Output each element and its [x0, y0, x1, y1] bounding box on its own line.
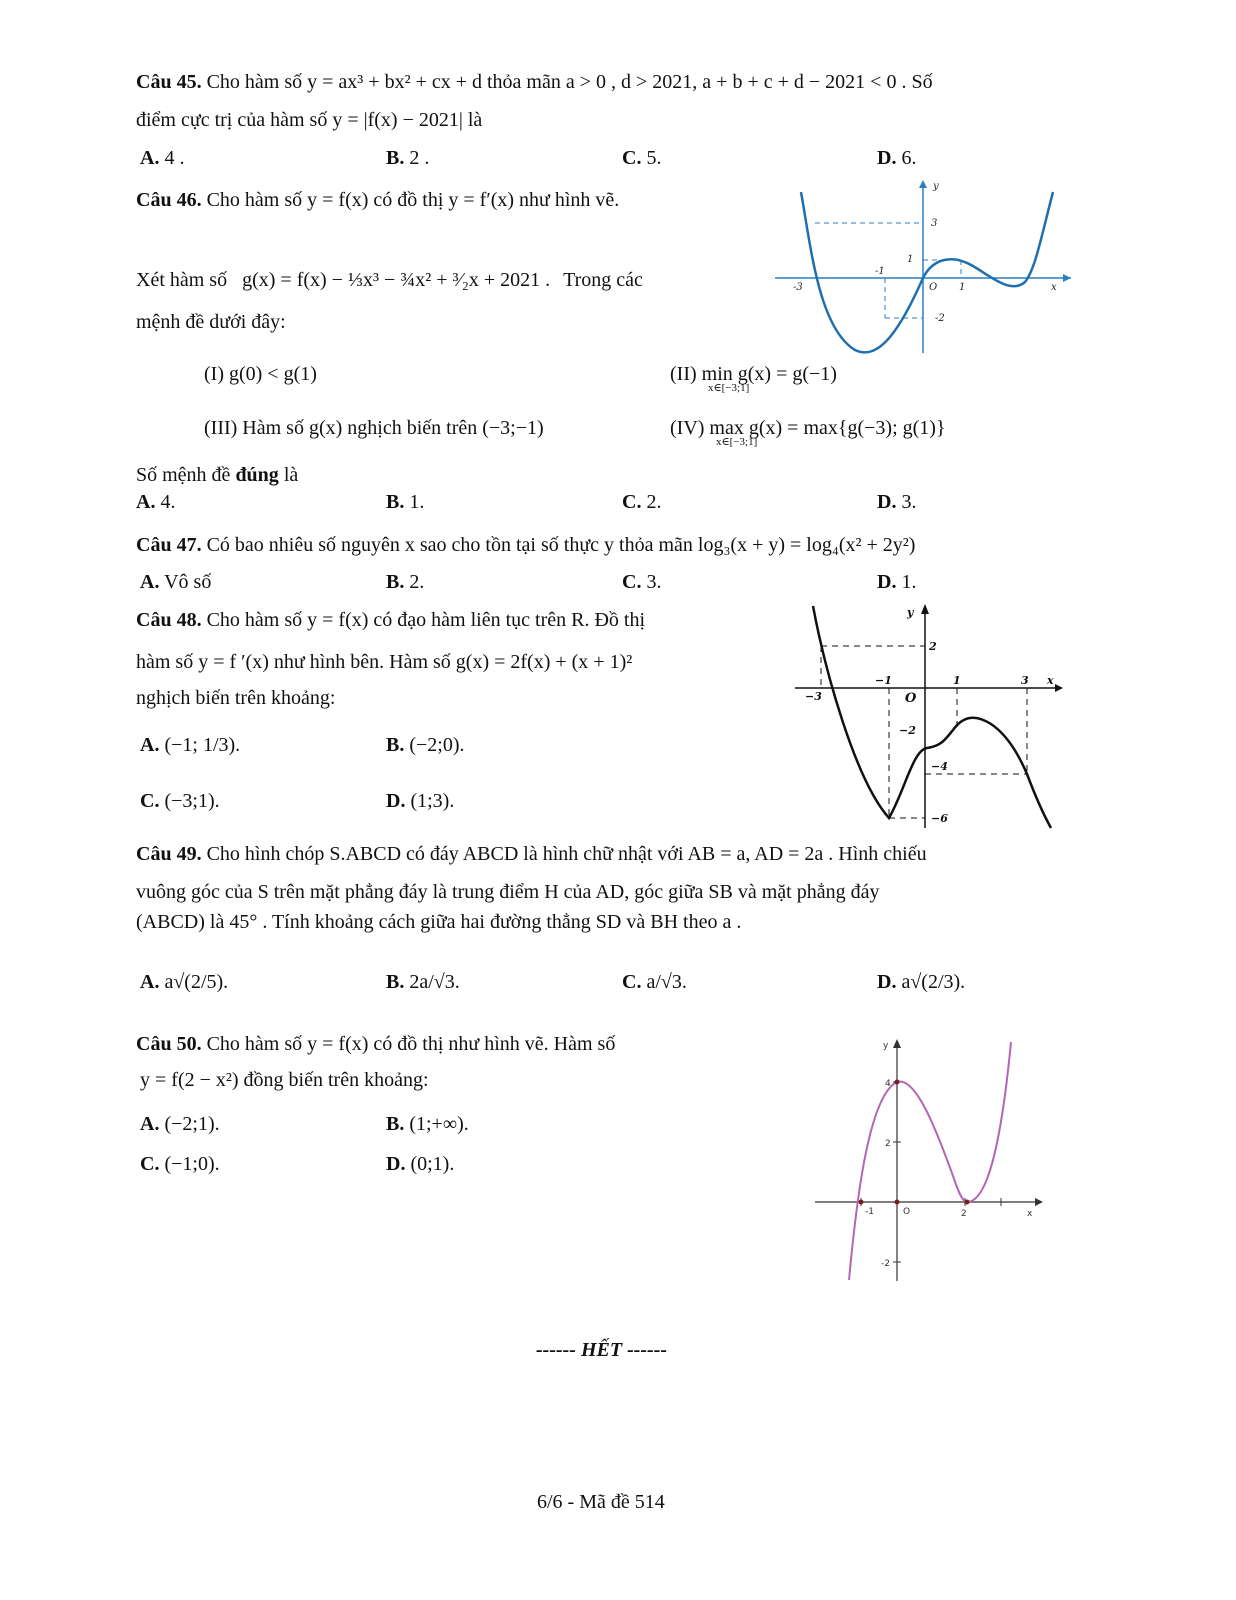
q46-statement-1: (I) g(0) < g(1): [204, 363, 317, 385]
q46-option-d[interactable]: D. 3.: [877, 491, 917, 513]
q47-number: Câu 47.: [136, 534, 202, 556]
q48-line2: hàm số y = f ′(x) như hình bên. Hàm số g(x) = 2f(x) + (x + 1)²: [136, 651, 633, 673]
q46-tick-m2: -2: [935, 313, 945, 324]
q50-line2: y = f(2 − x²) đồng biến trên khoảng:: [140, 1069, 429, 1091]
q50-option-d[interactable]: D. (0;1).: [386, 1153, 455, 1175]
q48-option-b[interactable]: B. (−2;0).: [386, 734, 465, 756]
q50-number: Câu 50.: [136, 1033, 202, 1055]
q46-option-a[interactable]: A. 4.: [136, 491, 176, 513]
q50-graph: [815, 1036, 1050, 1286]
q48-graph: [795, 600, 1065, 830]
q46-x-arrow: [1063, 274, 1071, 282]
q47-text-line1: Có bao nhiêu số nguyên x sao cho tồn tại số thực y thỏa mãn log₃(x + y) = log₄(x² + 2y²): [206, 534, 916, 556]
q47-option-d[interactable]: D. 1.: [877, 571, 917, 593]
q45-number: Câu 45.: [136, 71, 202, 93]
q48-tick-m1: −1: [875, 674, 892, 687]
q48-line1: [136, 608, 645, 632]
q45-option-d[interactable]: D. 6.: [877, 147, 917, 169]
q46-tick-m3: -3: [793, 282, 803, 293]
q50-point-min: [965, 1200, 970, 1205]
q50-point-max: [895, 1080, 900, 1085]
q49-option-c[interactable]: C. a/√3.: [622, 971, 687, 993]
q49-number: Câu 49.: [136, 843, 202, 865]
q50-tick-2: 2: [885, 1139, 891, 1149]
q50-x-arrow: [1035, 1198, 1043, 1206]
q48-option-d[interactable]: D. (1;3).: [386, 790, 455, 812]
q46-statement-4: (IV) max g(x) = max{g(−3); g(1)} x∈[−3;1]: [670, 417, 946, 448]
q50-tick-4: 4: [885, 1079, 891, 1089]
q49-line3: (ABCD) là 45° . Tính khoảng cách giữa hai đường thẳng SD và BH theo a .: [136, 911, 742, 933]
q46-label-x: x: [1051, 282, 1057, 293]
q48-label-y: y: [907, 606, 914, 619]
q46-tick-o: O: [929, 282, 938, 293]
q46-tick-1x: 1: [959, 282, 966, 293]
q46-statement-4-sub: x∈[−3;1]: [716, 436, 758, 448]
q46-prompt: Số mệnh đề đúng là: [136, 464, 299, 486]
q48-tick-m4: −4: [931, 760, 948, 773]
q46-line3: mệnh đề dưới đây:: [136, 311, 286, 333]
q50-tick-m2: -2: [881, 1259, 890, 1269]
q50-tick-2x: 2: [961, 1209, 967, 1219]
q46-tick-1: 1: [907, 254, 914, 265]
q46-line1: [136, 188, 619, 212]
q50-point-origin: [895, 1200, 900, 1205]
q46-tick-3: 3: [931, 218, 938, 229]
q46-y-arrow: [919, 180, 927, 188]
q45-text-line1: Cho hàm số y = ax³ + bx² + cx + d thỏa mãn a > 0 , d > 2021, a + b + c + d − 2021 < 0 . Số: [206, 71, 933, 93]
q49-text-line1: Cho hình chóp S.ABCD có đáy ABCD là hình chữ nhật với AB = a, AD = 2a . Hình chiếu: [206, 843, 927, 865]
q46-text-line1: Cho hàm số y = f(x) có đồ thị y = f′(x) như hình vẽ.: [206, 189, 620, 211]
q50-option-b[interactable]: B. (1;+∞).: [386, 1113, 469, 1135]
q45-line1: [136, 70, 933, 94]
q50-tick-o: O: [903, 1207, 911, 1217]
q46-g-formula: g(x) = f(x) − ⅓x³ − ¾x² + ³⁄₂x + 2021 .: [242, 269, 551, 291]
q48-tick-m3: −3: [805, 690, 822, 703]
q50-tick-m1: -1: [865, 1207, 874, 1217]
q49-option-d[interactable]: D. a√(2/3).: [877, 971, 966, 993]
q48-tick-o: O: [905, 691, 917, 706]
q46-number: Câu 46.: [136, 189, 202, 211]
q50-option-a[interactable]: A. (−2;1).: [140, 1113, 220, 1135]
q46-curve: [801, 192, 1053, 352]
q50-curve: [849, 1042, 1011, 1280]
q50-text-line1: Cho hàm số y = f(x) có đồ thị như hình vẽ. Hàm số: [206, 1033, 616, 1055]
q48-y-arrow: [921, 604, 929, 614]
q48-x-arrow: [1055, 684, 1063, 692]
end-marker: ------ HẾT ------: [536, 1339, 668, 1361]
q50-label-x: x: [1027, 1209, 1033, 1219]
q47-option-b[interactable]: B. 2.: [386, 571, 425, 593]
q48-tick-m2: −2: [899, 724, 916, 737]
q45-option-b[interactable]: B. 2 .: [386, 147, 430, 169]
q48-tick-2: 2: [929, 640, 937, 653]
q47-option-a[interactable]: A. Vô số: [140, 571, 212, 593]
q48-text-line1: Cho hàm số y = f(x) có đạo hàm liên tục trên R. Đồ thị: [206, 609, 645, 631]
q46-option-c[interactable]: C. 2.: [622, 491, 662, 513]
q46-line2: Xét hàm số g(x) = f(x) − ⅓x³ − ¾x² + ³⁄₂x + 2021 . Trong các: [136, 269, 643, 291]
q46-graph: [775, 178, 1075, 358]
q46-option-b[interactable]: B. 1.: [386, 491, 425, 513]
q47-line1: [136, 533, 915, 557]
q49-option-b[interactable]: B. 2a/√3.: [386, 971, 460, 993]
q48-option-a[interactable]: A. (−1; 1/3).: [140, 734, 241, 756]
q50-option-c[interactable]: C. (−1;0).: [140, 1153, 220, 1175]
q46-statement-2: (II) min g(x) = g(−1) x∈[−3;1]: [670, 363, 837, 394]
q49-line2: vuông góc của S trên mặt phẳng đáy là trung điểm H của AD, góc giữa SB và mặt phẳng đáy: [136, 881, 880, 903]
q50-label-y: y: [883, 1041, 889, 1051]
page-footer: 6/6 - Mã đề 514: [537, 1491, 665, 1513]
q48-tick-3: 3: [1021, 674, 1029, 687]
q45-option-a[interactable]: A. 4 .: [140, 147, 185, 169]
q45-line2: điểm cực trị của hàm số y = |f(x) − 2021| là: [136, 109, 483, 131]
q48-label-x: x: [1047, 674, 1054, 687]
q46-statement-2-sub: x∈[−3;1]: [708, 382, 750, 394]
q46-tick-m1: -1: [875, 266, 885, 277]
q46-label-y: y: [933, 181, 939, 192]
q45-option-c[interactable]: C. 5.: [622, 147, 662, 169]
q50-y-arrow: [893, 1039, 901, 1048]
q49-line1: [136, 842, 927, 866]
q49-option-a[interactable]: A. a√(2/5).: [140, 971, 229, 993]
q50-line1: [136, 1032, 615, 1056]
q48-tick-m6: −6: [931, 812, 948, 825]
q48-tick-1: 1: [953, 674, 961, 687]
q46-statement-3: (III) Hàm số g(x) nghịch biến trên (−3;−1): [204, 417, 544, 439]
q50-point-root: [859, 1200, 864, 1205]
q48-line3: nghịch biến trên khoảng:: [136, 687, 336, 709]
q48-option-c[interactable]: C. (−3;1).: [140, 790, 220, 812]
q48-number: Câu 48.: [136, 609, 202, 631]
q47-option-c[interactable]: C. 3.: [622, 571, 662, 593]
